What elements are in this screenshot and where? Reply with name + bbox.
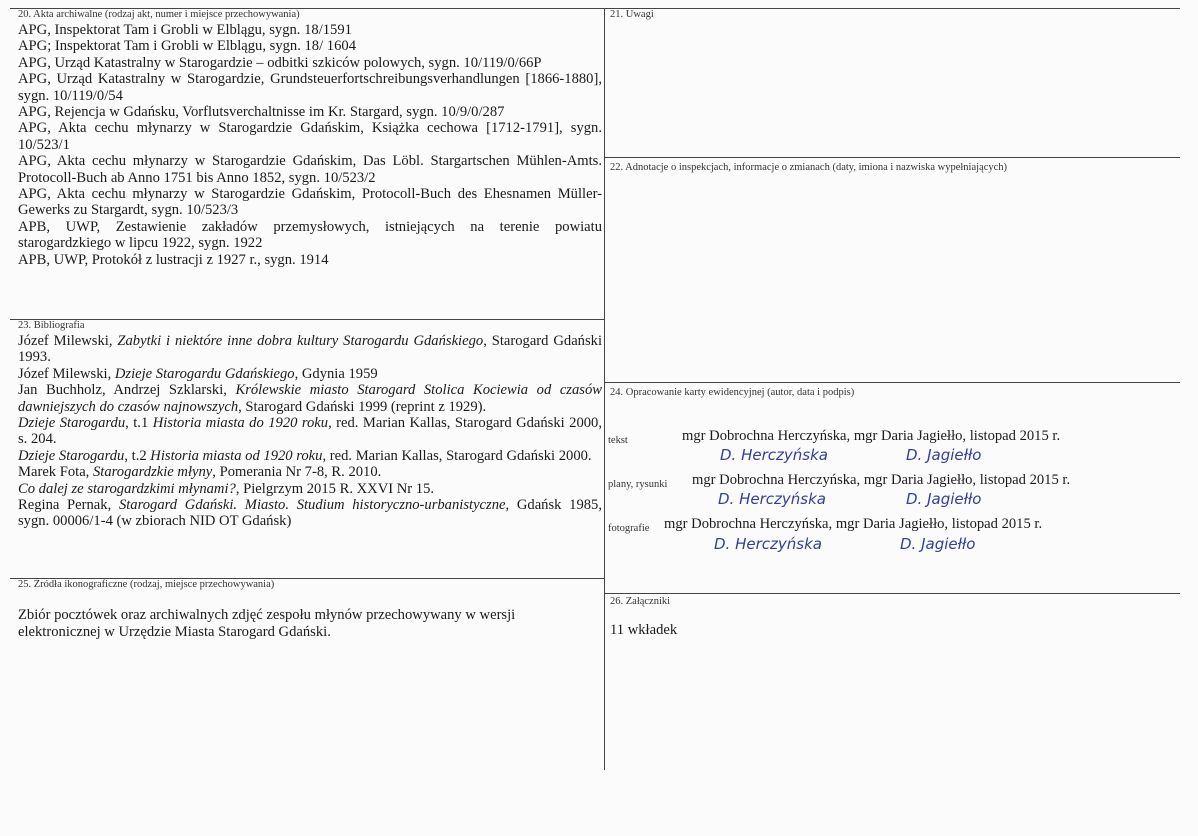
section-bibliography-header: 23. Bibliografia	[18, 320, 85, 331]
bibliography-text-run: Jan Buchholz, Andrzej Szklarski,	[18, 382, 236, 399]
section-remarks-header: 21. Uwagi	[610, 9, 654, 20]
bibliography-title-run: Starogardzkie młyny	[92, 464, 213, 481]
bibliography-text-run: , Pomerania Nr 7-8, R. 2010.	[212, 464, 382, 481]
archive-entry: APG, Inspektorat Tam i Grobli w Elblągu, sygn. 18/1591	[18, 22, 352, 38]
section-attachments	[610, 596, 1180, 639]
preparation-row-label: fotografie	[608, 523, 650, 534]
bibliography-title-run: Dzieje Starogardu	[18, 415, 126, 432]
section-iconography-header: 25. Źródła ikonograficzne (rodzaj, miejsce przechowywania)	[18, 579, 275, 590]
bibliography-entry	[18, 481, 602, 497]
section-iconography	[18, 579, 602, 641]
bibliography-entry	[18, 497, 602, 530]
preparation-row-label: plany, rysunki	[608, 479, 668, 490]
signature-herczynska: D. Herczyńska	[720, 446, 828, 464]
section-inspections	[610, 162, 1180, 174]
bibliography-text-run: , Starogard Gdański 1993.	[18, 333, 603, 366]
bibliography-text-run: , red. Marian Kallas, Starogard Gdański 2000, s. 204.	[18, 415, 602, 448]
bibliography-entry	[18, 415, 602, 448]
bibliography-text-run: , Gdynia 1959	[294, 365, 378, 382]
bibliography-title-run: Królewskie miasto Starogard Stolica Kociewia od czasów dawniejszych do czasów najnowszych	[18, 382, 602, 415]
bibliography-entry	[18, 464, 602, 480]
divider-22-24	[604, 382, 1180, 383]
archive-entry: APG, Urząd Katastralny w Starogardzie, Grundsteuerfortschreibungsverhandlungen [1866-1880], sygn. 10/119/0/54	[18, 71, 602, 104]
bibliography-list	[18, 333, 602, 530]
bibliography-text-run: , t.1	[125, 415, 153, 432]
bibliography-title-run: Starogard Gdański. Miasto. Studium historyczno-urbanistyczne	[118, 497, 506, 514]
iconography-text: Zbiór pocztówek oraz archiwalnych zdjęć zespołu młynów przechowywany w wersji elektronicznej w Urzędzie Miasta Starogard Gdański.	[18, 607, 516, 640]
archive-entry: APB, UWP, Protokół z lustracji z 1927 r., sygn. 1914	[18, 251, 329, 268]
archives-list	[18, 22, 602, 268]
section-attachments-header: 26. Załączniki	[610, 596, 671, 607]
section-archives-header: 20. Akta archiwalne (rodzaj akt, numer i miejsce przechowywania)	[18, 9, 300, 20]
bibliography-title-run: Dzieje Starogardu	[18, 447, 125, 464]
section-preparation-header: 24. Opracowanie karty ewidencyjnej (autor, data i podpis)	[610, 387, 855, 398]
bibliography-text-run: , Gdańsk 1985, sygn. 00006/1-4 (w zbiorach NID OT Gdańsk)	[18, 497, 602, 530]
archive-entry: APG, Urząd Katastralny w Starogardzie – odbitki szkiców polowych, sygn. 10/119/0/66P	[18, 54, 542, 71]
bibliography-text-run: , t.2	[124, 447, 151, 464]
signature-jagiello: D. Jagiełło	[906, 490, 982, 508]
bibliography-title-run: Co dalej ze starogardzkimi młynami?	[18, 480, 236, 497]
bibliography-title-run: Zabytki i niektóre inne dobra kultury Starogardu Gdańskiego	[117, 333, 484, 349]
bibliography-text-run: , red. Marian Kallas, Starogard Gdański 2000.	[322, 447, 592, 464]
attachments-text: 11 wkładek	[610, 622, 678, 638]
preparation-row-plans	[608, 472, 1188, 516]
bibliography-entry	[18, 448, 602, 464]
preparation-row-photos	[608, 516, 1188, 560]
bibliography-title-run: Dzieje Starogardu Gdańskiego	[114, 365, 295, 382]
preparation-row-authors: mgr Dobrochna Herczyńska, mgr Daria Jagiełło, listopad 2015 r.	[682, 428, 1061, 444]
bibliography-text-run: Marek Fota,	[18, 464, 93, 481]
signature-jagiello: D. Jagiełło	[900, 535, 976, 553]
bibliography-entry	[18, 382, 602, 415]
section-inspections-header: 22. Adnotacje o inspekcjach, informacje o zmianach (daty, imiona i nazwiska wypełniających)	[610, 162, 1008, 173]
bibliography-text-run: Józef Milewski,	[18, 365, 115, 382]
signature-herczynska: D. Herczyńska	[718, 490, 826, 508]
section-bibliography	[18, 320, 602, 530]
bibliography-text-run: , Starogard Gdański 1999 (reprint z 1929).	[238, 398, 487, 415]
bibliography-entry	[18, 366, 602, 382]
signature-herczynska: D. Herczyńska	[714, 535, 822, 553]
preparation-row-authors: mgr Dobrochna Herczyńska, mgr Daria Jagiełło, listopad 2015 r.	[692, 472, 1071, 488]
bibliography-title-run: Historia miasta do 1920 roku	[152, 415, 329, 432]
divider-24-26	[604, 593, 1180, 594]
bibliography-text-run: Regina Pernak,	[18, 497, 119, 514]
archive-entry: APG, Akta cechu młynarzy w Starogardzie Gdańskim, Protocoll-Buch des Ehesnamen Müller-Gewerks zu Stargardt, sygn. 10/523/3	[18, 186, 602, 219]
bibliography-text-run: Józef Milewski,	[18, 333, 118, 349]
divider-21-22	[604, 157, 1180, 158]
bibliography-text-run: , Pielgrzym 2015 R. XXVI Nr 15.	[235, 480, 435, 497]
archive-entry: APG, Akta cechu młynarzy w Starogardzie Gdańskim, Książka cechowa [1712-1791], sygn. 10/523/1	[18, 120, 602, 153]
archive-entry: APG; Inspektorat Tam i Grobli w Elblągu, sygn. 18/ 1604	[18, 38, 356, 55]
section-preparation	[610, 387, 1180, 399]
bibliography-title-run: Historia miasta od 1920 roku	[150, 447, 323, 464]
section-remarks	[610, 9, 1180, 21]
preparation-row-label: tekst	[608, 435, 628, 446]
archive-entry: APG, Akta cechu młynarzy w Starogardzie Gdańskim, Das Löbl. Stargartschen Mühlen-Amts. Protocoll-Buch ab Anno 1751 bis Anno 1852, sygn. 10/523/2	[18, 153, 602, 186]
archive-entry: APG, Rejencja w Gdańsku, Vorflutsverchaltnisse im Kr. Stargard, sygn. 10/9/0/287	[18, 104, 505, 121]
preparation-row-authors: mgr Dobrochna Herczyńska, mgr Daria Jagiełło, listopad 2015 r.	[664, 516, 1043, 532]
signature-jagiello: D. Jagiełło	[906, 446, 982, 464]
section-archives	[18, 9, 602, 268]
archive-entry: APB, UWP, Zestawienie zakładów przemysłowych, istniejących na terenie powiatu starogardzkiego w lipcu 1922, sygn. 1922	[18, 218, 602, 252]
column-divider	[604, 8, 605, 770]
preparation-row-text	[608, 428, 1188, 472]
bibliography-entry	[18, 333, 602, 366]
